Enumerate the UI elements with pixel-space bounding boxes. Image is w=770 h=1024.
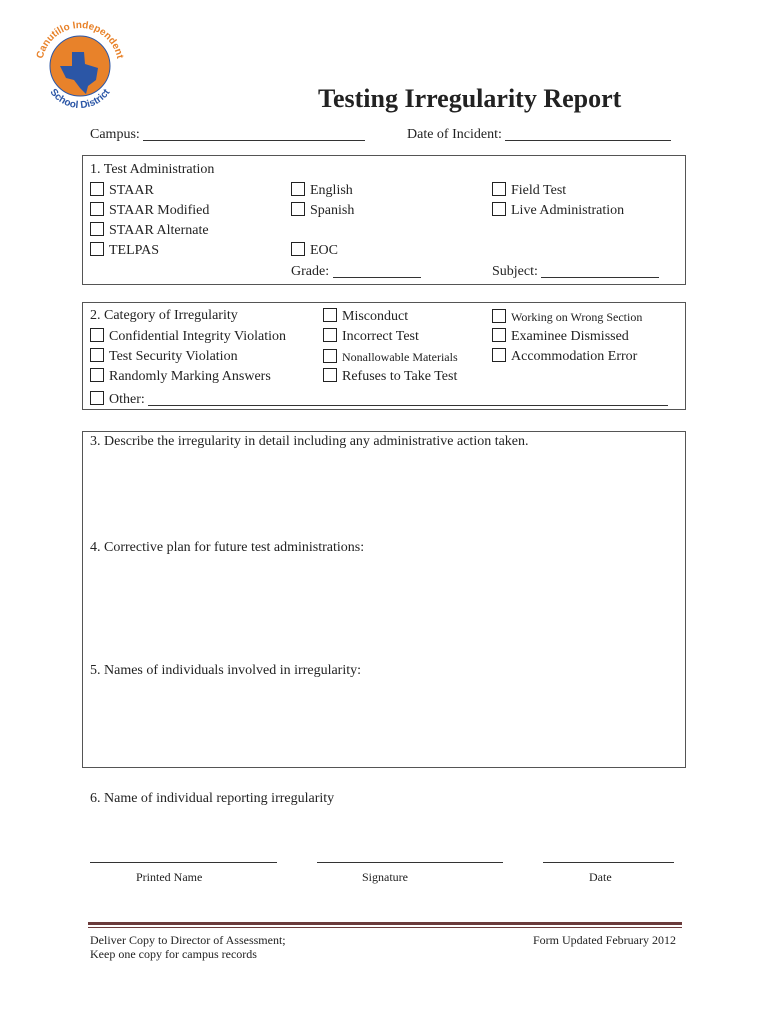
- checkbox-staar[interactable]: STAAR: [90, 182, 154, 199]
- section-description: [82, 431, 686, 768]
- other-label: Other:: [109, 392, 145, 407]
- campus-line: [143, 126, 365, 141]
- checkbox-staar-modified[interactable]: STAAR Modified: [90, 202, 209, 219]
- q4-label: 4. Corrective plan for future test administrations:: [90, 540, 365, 555]
- section2-heading: 2. Category of Irregularity: [90, 308, 238, 323]
- footer-divider-thin: [88, 927, 682, 928]
- checkbox-live-administration[interactable]: Live Administration: [492, 202, 624, 219]
- checkbox-nonallowable-materials[interactable]: Nonallowable Materials: [323, 349, 458, 365]
- checkbox-working-on-wrong-section[interactable]: Working on Wrong Section: [492, 309, 642, 325]
- grade-field[interactable]: [291, 263, 421, 280]
- checkbox-field-test[interactable]: Field Test: [492, 182, 566, 199]
- date-line: [505, 126, 671, 141]
- logo-text-bottom: School District: [47, 87, 113, 112]
- page-title: Testing Irregularity Report: [318, 84, 622, 113]
- checkbox-refuses-to-take-test[interactable]: Refuses to Take Test: [323, 368, 457, 385]
- signature-line[interactable]: [317, 862, 503, 863]
- checkbox-incorrect-test[interactable]: Incorrect Test: [323, 328, 419, 345]
- other-field[interactable]: [90, 391, 668, 408]
- checkbox-misconduct[interactable]: Misconduct: [323, 308, 408, 325]
- date-of-incident-field[interactable]: [407, 126, 671, 143]
- checkbox-confidential-integrity-violation[interactable]: Confidential Integrity Violation: [90, 328, 286, 345]
- checkbox-eoc[interactable]: EOC: [291, 242, 338, 259]
- checkbox-spanish[interactable]: Spanish: [291, 202, 354, 219]
- date-label-signature: Date: [589, 870, 612, 884]
- checkbox-telpas[interactable]: TELPAS: [90, 242, 159, 259]
- subject-label: Subject:: [492, 264, 538, 279]
- date-line-signature[interactable]: [543, 862, 674, 863]
- printed-name-label: Printed Name: [136, 870, 203, 884]
- section1-heading: 1. Test Administration: [90, 162, 215, 177]
- printed-name-line[interactable]: [90, 862, 277, 863]
- footer-divider: [88, 922, 682, 925]
- subject-field[interactable]: [492, 263, 659, 280]
- checkbox-english[interactable]: English: [291, 182, 353, 199]
- q3-label: 3. Describe the irregularity in detail including any administrative action taken.: [90, 434, 529, 449]
- checkbox-randomly-marking-answers[interactable]: Randomly Marking Answers: [90, 368, 271, 385]
- checkbox-staar-alternate[interactable]: STAAR Alternate: [90, 222, 209, 239]
- checkbox-examinee-dismissed[interactable]: Examinee Dismissed: [492, 328, 629, 345]
- campus-label: Campus:: [90, 127, 140, 142]
- footer-line2: Keep one copy for campus records: [90, 947, 257, 961]
- footer-line1: Deliver Copy to Director of Assessment;: [90, 933, 286, 947]
- grade-label: Grade:: [291, 264, 330, 279]
- checkbox-test-security-violation[interactable]: Test Security Violation: [90, 348, 238, 365]
- checkbox-accommodation-error[interactable]: Accommodation Error: [492, 348, 637, 365]
- date-label: Date of Incident:: [407, 127, 502, 142]
- district-logo: [30, 14, 130, 114]
- campus-field[interactable]: [90, 126, 365, 143]
- logo-text-top: Canutillo Independent: [34, 19, 126, 60]
- q6-label: 6. Name of individual reporting irregularity: [90, 791, 335, 806]
- form-updated: Form Updated February 2012: [533, 933, 676, 947]
- q5-label: 5. Names of individuals involved in irregularity:: [90, 663, 362, 678]
- signature-label: Signature: [362, 870, 408, 884]
